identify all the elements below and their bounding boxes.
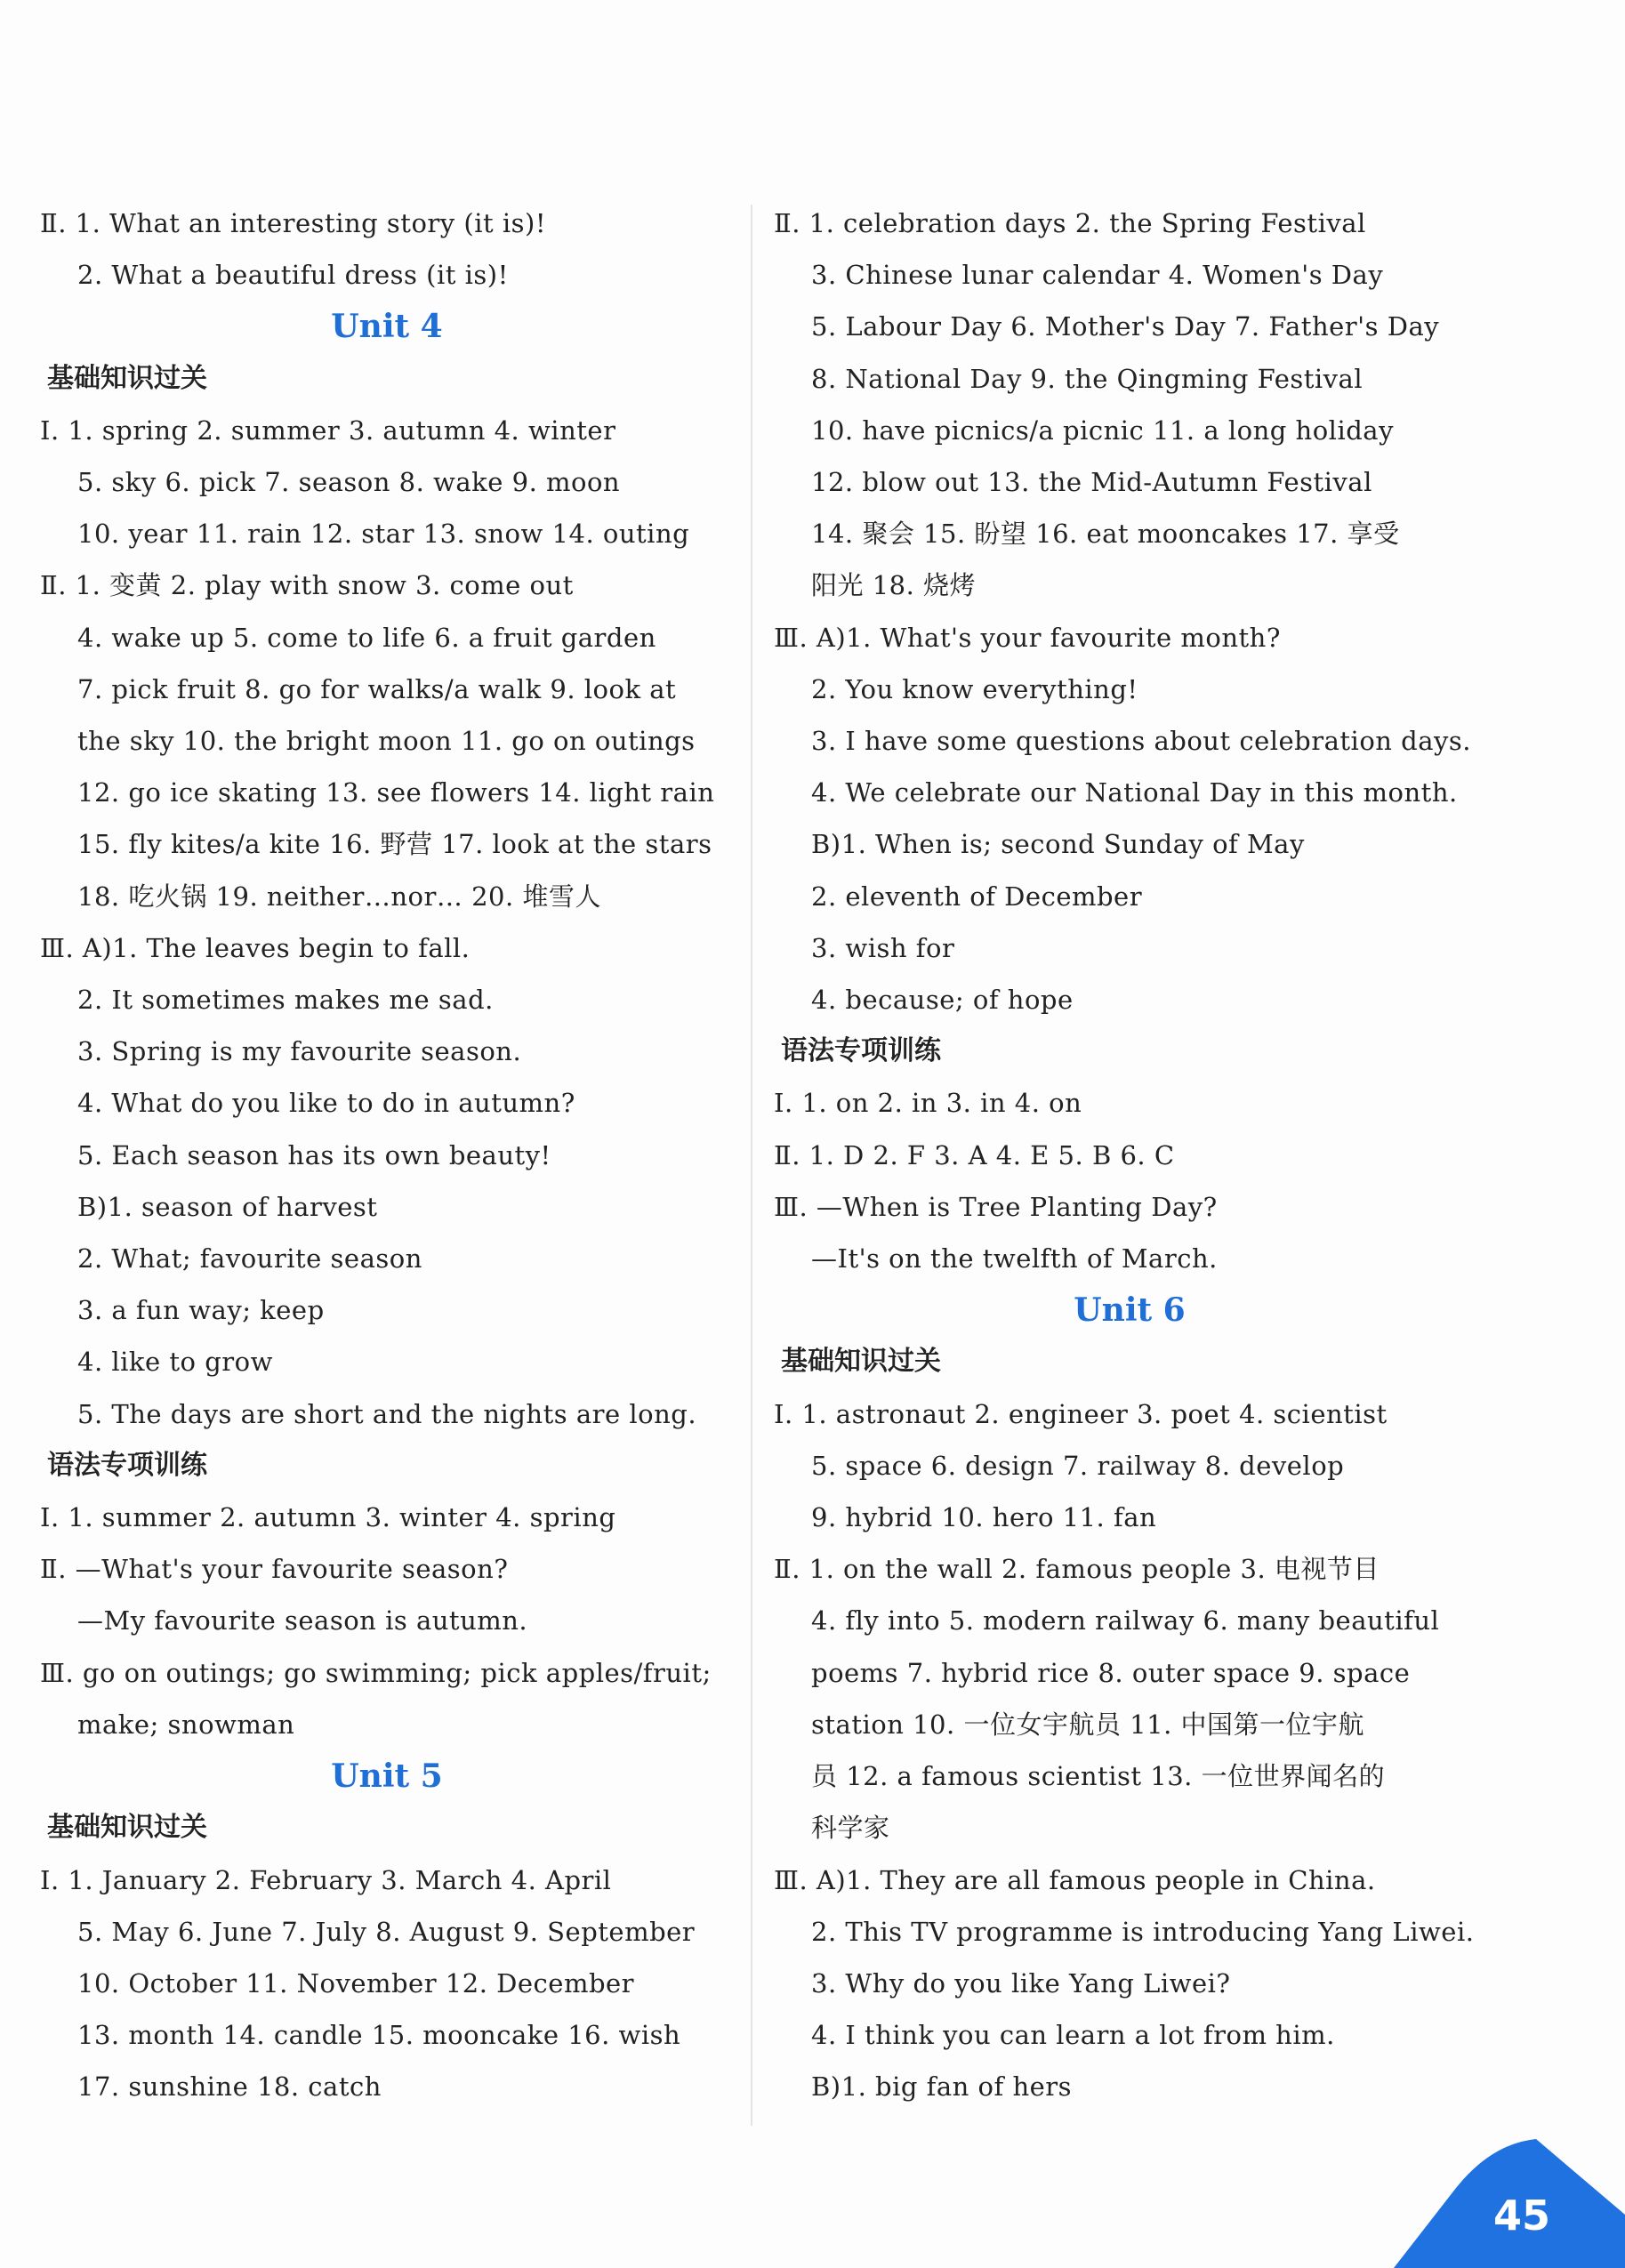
answer-line: Ⅲ. —When is Tree Planting Day? bbox=[774, 1191, 1218, 1222]
answer-line: 5. sky 6. pick 7. season 8. wake 9. moon bbox=[77, 467, 621, 498]
answer-line: 4. We celebrate our National Day in this month. bbox=[811, 777, 1458, 808]
answer-line: Ⅱ. 1. 变黄 2. play with snow 3. come out bbox=[40, 570, 574, 601]
answer-line: 10. have picnics/a picnic 11. a long holiday bbox=[811, 414, 1394, 446]
answer-line: 3. Why do you like Yang Liwei? bbox=[811, 1967, 1231, 1999]
left-column bbox=[40, 197, 734, 2113]
page-corner-badge bbox=[1394, 2090, 1625, 2268]
answer-line: Ⅱ. 1. D 2. F 3. A 4. E 5. B 6. C bbox=[774, 1139, 1175, 1170]
page-number: 45 bbox=[1492, 2192, 1550, 2240]
column-divider bbox=[751, 205, 752, 2126]
answer-line: Ⅰ. 1. astronaut 2. engineer 3. poet 4. scientist bbox=[774, 1398, 1388, 1429]
answer-line: 4. because; of hope bbox=[811, 985, 1074, 1016]
unit-heading: Unit 5 bbox=[331, 1757, 443, 1796]
answer-line: Ⅰ. 1. January 2. February 3. March 4. April bbox=[40, 1864, 612, 1895]
answer-line: —It's on the twelfth of March. bbox=[811, 1243, 1218, 1275]
answer-line: poems 7. hybrid rice 8. outer space 9. space bbox=[811, 1657, 1411, 1688]
answer-line: 5. The days are short and the nights are long. bbox=[77, 1398, 697, 1429]
answer-line: 3. I have some questions about celebration days. bbox=[811, 726, 1472, 757]
answer-line: 4. I think you can learn a lot from him. bbox=[811, 2020, 1335, 2051]
answer-line: 10. October 11. November 12. December bbox=[77, 1967, 635, 1999]
answer-line: 4. What do you like to do in autumn? bbox=[77, 1088, 575, 1119]
answer-line: 科学家 bbox=[811, 1813, 890, 1844]
section-heading: 语法专项训练 bbox=[781, 1035, 941, 1067]
answer-line: 阳光 18. 烧烤 bbox=[811, 570, 977, 601]
answer-line: 5. Each season has its own beauty! bbox=[77, 1139, 551, 1170]
answer-line: the sky 10. the bright moon 11. go on outings bbox=[77, 726, 696, 757]
section-heading: 语法专项训练 bbox=[47, 1449, 207, 1481]
answer-line: 2. It sometimes makes me sad. bbox=[77, 985, 494, 1016]
answer-line: make; snowman bbox=[77, 1709, 295, 1740]
answer-line: Ⅱ. 1. What an interesting story (it is)! bbox=[40, 208, 546, 238]
answer-line: 12. go ice skating 13. see flowers 14. light rain bbox=[77, 777, 715, 808]
answer-line: 员 12. a famous scientist 13. 一位世界闻名的 bbox=[811, 1761, 1386, 1792]
answer-line: 17. sunshine 18. catch bbox=[77, 2071, 382, 2103]
answer-line: 13. month 14. candle 15. mooncake 16. wish bbox=[77, 2020, 681, 2051]
answer-line: Ⅰ. 1. spring 2. summer 3. autumn 4. winter bbox=[40, 414, 616, 446]
answer-line: 2. What a beautiful dress (it is)! bbox=[77, 260, 509, 291]
answer-line: 15. fly kites/a kite 16. 野营 17. look at the stars bbox=[77, 829, 712, 860]
answer-line: 2. eleventh of December bbox=[811, 881, 1143, 912]
unit-heading: Unit 6 bbox=[1074, 1291, 1186, 1330]
answer-line: Ⅲ. A)1. The leaves begin to fall. bbox=[40, 932, 471, 963]
answer-line: 2. You know everything! bbox=[811, 673, 1138, 704]
answer-line: 7. pick fruit 8. go for walks/a walk 9. look at bbox=[77, 673, 677, 704]
answer-line: 3. Spring is my favourite season. bbox=[77, 1036, 522, 1067]
section-heading: 基础知识过关 bbox=[47, 1812, 207, 1844]
answer-line: Ⅲ. A)1. They are all famous people in China. bbox=[774, 1864, 1376, 1895]
answer-line: —My favourite season is autumn. bbox=[77, 1605, 528, 1637]
right-column bbox=[774, 197, 1485, 2113]
answer-line: 3. wish for bbox=[811, 932, 955, 963]
answer-line: Ⅲ. A)1. What's your favourite month? bbox=[774, 622, 1281, 653]
answer-line: Ⅱ. —What's your favourite season? bbox=[40, 1554, 509, 1585]
answer-line: 5. Labour Day 6. Mother's Day 7. Father's Day bbox=[811, 311, 1440, 342]
unit-heading: Unit 4 bbox=[331, 308, 443, 346]
answer-line: B)1. big fan of hers bbox=[811, 2071, 1073, 2103]
answer-line: 10. year 11. rain 12. star 13. snow 14. outing bbox=[77, 519, 690, 550]
answer-line: 12. blow out 13. the Mid-Autumn Festival bbox=[811, 467, 1372, 498]
answer-line: 5. May 6. June 7. July 8. August 9. September bbox=[77, 1916, 696, 1947]
answer-line: 2. This TV programme is introducing Yang Liwei. bbox=[811, 1916, 1475, 1947]
answer-line: Ⅰ. 1. summer 2. autumn 3. winter 4. spring bbox=[40, 1502, 616, 1533]
answer-line: 18. 吃火锅 19. neither…nor… 20. 堆雪人 bbox=[77, 881, 601, 912]
answer-line: 3. Chinese lunar calendar 4. Women's Day bbox=[811, 260, 1384, 291]
answer-line: Ⅲ. go on outings; go swimming; pick apples/fruit; bbox=[40, 1657, 712, 1688]
answer-line: 8. National Day 9. the Qingming Festival bbox=[811, 363, 1364, 394]
answer-line: 4. like to grow bbox=[77, 1347, 273, 1378]
answer-line: 14. 聚会 15. 盼望 16. eat mooncakes 17. 享受 bbox=[811, 519, 1400, 550]
answer-line: 4. wake up 5. come to life 6. a fruit garden bbox=[77, 622, 656, 653]
answer-line: B)1. When is; second Sunday of May bbox=[811, 829, 1305, 860]
answer-line: B)1. season of harvest bbox=[77, 1191, 378, 1222]
answer-line: Ⅰ. 1. on 2. in 3. in 4. on bbox=[774, 1088, 1082, 1119]
answer-line: 3. a fun way; keep bbox=[77, 1295, 325, 1326]
section-heading: 基础知识过关 bbox=[781, 1346, 941, 1378]
answer-line: 4. fly into 5. modern railway 6. many beautiful bbox=[811, 1605, 1440, 1637]
answer-line: Ⅱ. 1. celebration days 2. the Spring Festival bbox=[774, 208, 1366, 238]
section-heading: 基础知识过关 bbox=[47, 362, 207, 394]
answer-line: Ⅱ. 1. on the wall 2. famous people 3. 电视节目 bbox=[774, 1554, 1380, 1585]
answer-line: 5. space 6. design 7. railway 8. develop bbox=[811, 1450, 1345, 1481]
answer-line: 9. hybrid 10. hero 11. fan bbox=[811, 1502, 1157, 1533]
answer-line: station 10. 一位女宇航员 11. 中国第一位宇航 bbox=[811, 1709, 1365, 1740]
answer-line: 2. What; favourite season bbox=[77, 1243, 422, 1275]
